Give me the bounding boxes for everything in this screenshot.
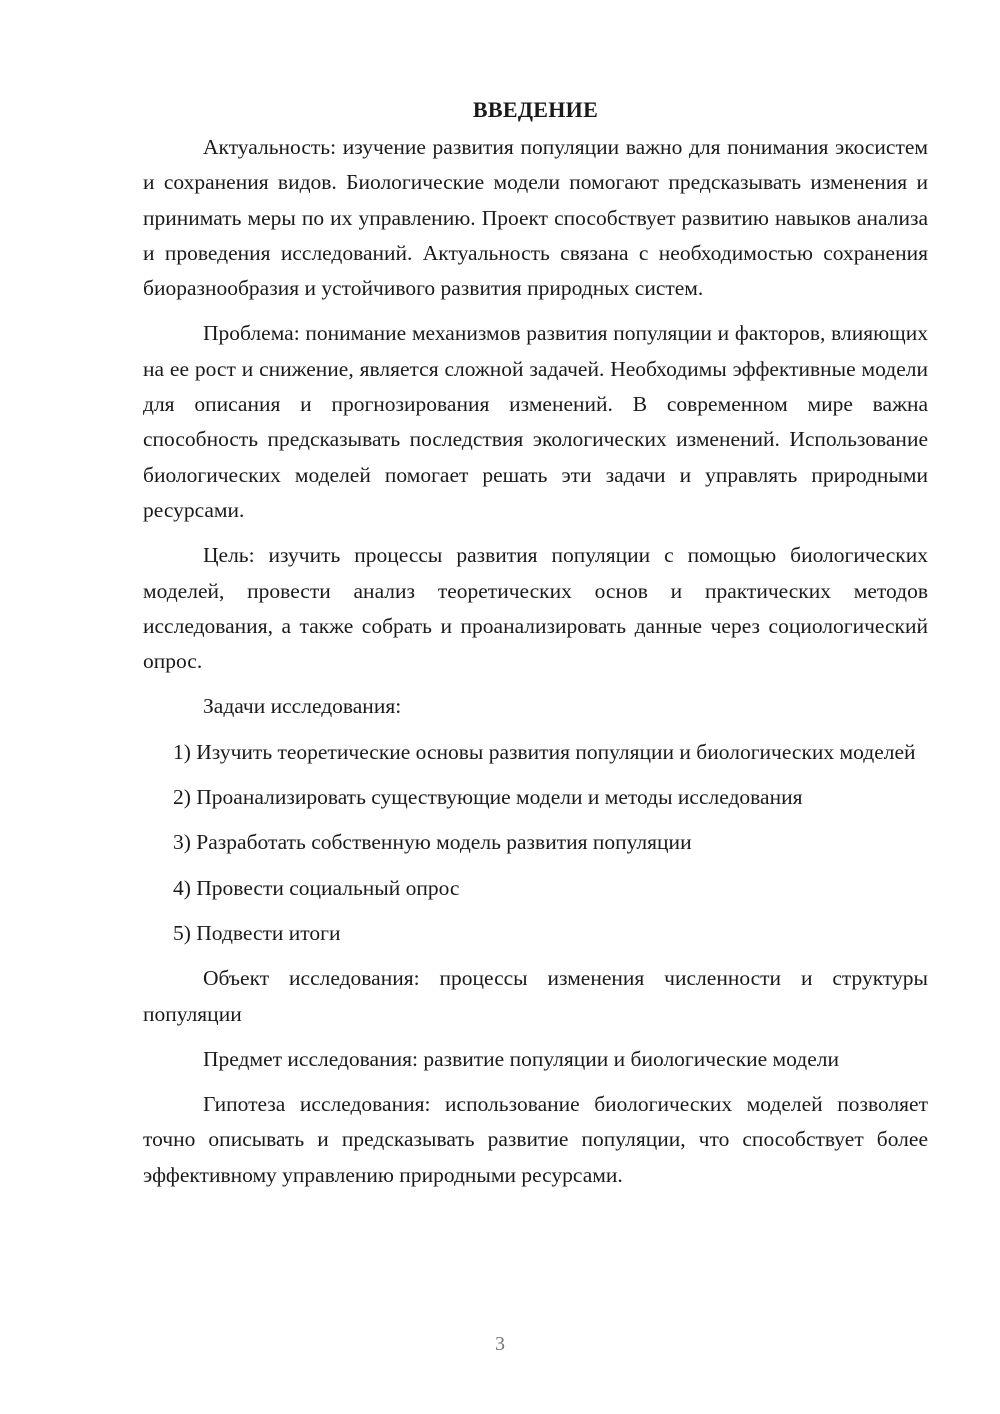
goal-paragraph: Цель: изучить процессы развития популяции с помощью биологических моделей, провести анализ теоретических основ и практических методов исследования, а также собрать и проанализировать данные через социологический опрос. bbox=[143, 543, 928, 674]
task-item: 2) Проанализировать существующие модели и методы исследования bbox=[173, 785, 803, 810]
subject-paragraph: Предмет исследования: развитие популяции и биологические модели bbox=[203, 1046, 840, 1071]
task-item: 5) Подвести итоги bbox=[173, 920, 341, 945]
hypothesis-paragraph: Гипотеза исследования: использование биологических моделей позволяет точно описывать и предсказывать развитие популяции, что способствует более эффективному управлению природными ресурсами. bbox=[143, 1092, 928, 1187]
task-item: 3) Разработать собственную модель развития популяции bbox=[173, 830, 692, 855]
task-item: 1) Изучить теоретические основы развития популяции и биологических моделей bbox=[173, 739, 916, 764]
tasks-list bbox=[143, 735, 928, 951]
document-page bbox=[143, 92, 928, 1392]
task-item: 4) Провести социальный опрос bbox=[173, 875, 460, 900]
page-number: 3 bbox=[495, 1333, 505, 1355]
tasks-heading: Задачи исследования: bbox=[203, 694, 402, 719]
problem-paragraph: Проблема: понимание механизмов развития популяции и факторов, влияющих на ее рост и снижение, является сложной задачей. Необходимы эффективные модели для описания и прогнозирования изменений. В современном мире важна способность предсказывать последствия экологических изменений. Использование биологических моделей помогает решать эти задачи и управлять природными ресурсами. bbox=[143, 321, 928, 522]
document-title: ВВЕДЕНИЕ bbox=[472, 97, 599, 122]
object-paragraph: Объект исследования: процессы изменения численности и структуры популяции bbox=[143, 966, 928, 1026]
relevance-paragraph: Актуальность: изучение развития популяции важно для понимания экосистем и сохранения видов. Биологические модели помогают предсказывать изменения и принимать меры по их управлению. Проект способствует развитию навыков анализа и проведения исследований. Актуальность связана с необходимостью сохранения биоразнообразия и устойчивого развития природных систем. bbox=[143, 135, 928, 301]
